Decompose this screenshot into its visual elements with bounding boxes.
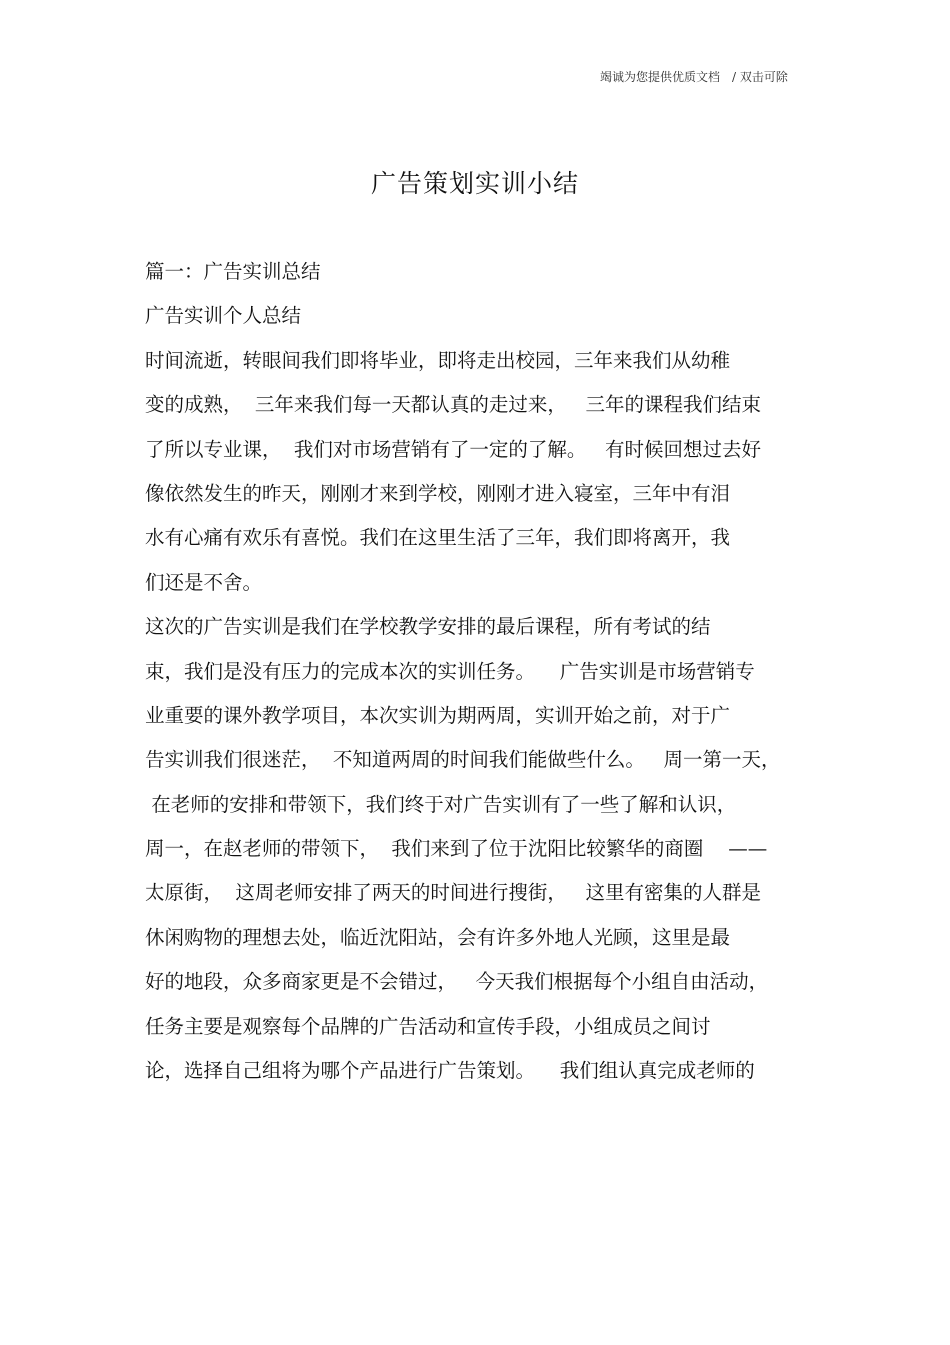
header-hint-text: / 双击可除 (732, 70, 788, 84)
body-line: 告实训我们很迷茫， 不知道两周的时间我们能做些什么。 周一第一天， (145, 748, 781, 772)
body-line: 太原街， 这周老师安排了两天的时间进行搜街， 这里有密集的人群是 (145, 881, 761, 905)
body-line: 休闲购物的理想去处，临近沈阳站，会有许多外地人光顾，这里是最 (145, 925, 731, 949)
body-line: 论，选择自己组将为哪个产品进行广告策划。 我们组认真完成老师的 (145, 1059, 755, 1083)
body-line: 变的成熟， 三年来我们每一天都认真的走过来， 三年的课程我们结束 (145, 393, 761, 417)
body-line: 在老师的安排和带领下，我们终于对广告实训有了一些了解和认识， (145, 792, 737, 816)
body-line: 这次的广告实训是我们在学校教学安排的最后课程，所有考试的结 (145, 615, 711, 639)
body-line: 水有心痛有欢乐有喜悦。我们在这里生活了三年，我们即将离开，我 (145, 526, 731, 550)
body-line: 广告实训个人总结 (145, 304, 302, 328)
body-line: 时间流逝，转眼间我们即将毕业，即将走出校园，三年来我们从幼稚 (145, 348, 731, 372)
header-note (600, 68, 788, 85)
document-title: 广告策划实训小结 (370, 169, 579, 198)
body-line: 业重要的课外教学项目，本次实训为期两周，实训开始之前，对于广 (145, 703, 731, 727)
body-line: 了所以专业课， 我们对市场营销有了一定的了解。 有时候回想过去好 (145, 437, 761, 461)
body-line: 篇一：广告实训总结 (145, 260, 321, 283)
document-body (145, 256, 815, 1099)
body-line: 束，我们是没有压力的完成本次的实训任务。 广告实训是市场营销专 (145, 659, 755, 683)
header-note-text: 竭诚为您提供优质文档 (600, 70, 721, 84)
body-line: 像依然发生的昨天，刚刚才来到学校，刚刚才进入寝室，三年中有泪 (145, 481, 731, 505)
body-line: 们还是不舍。 (145, 570, 263, 594)
body-line: 任务主要是观察每个品牌的广告活动和宣传手段，小组成员之间讨 (145, 1014, 711, 1038)
body-line: 周一，在赵老师的带领下， 我们来到了位于沈阳比较繁华的商圈 —— (145, 837, 768, 861)
body-line: 好的地段，众多商家更是不会错过， 今天我们根据每个小组自由活动， (145, 970, 769, 994)
